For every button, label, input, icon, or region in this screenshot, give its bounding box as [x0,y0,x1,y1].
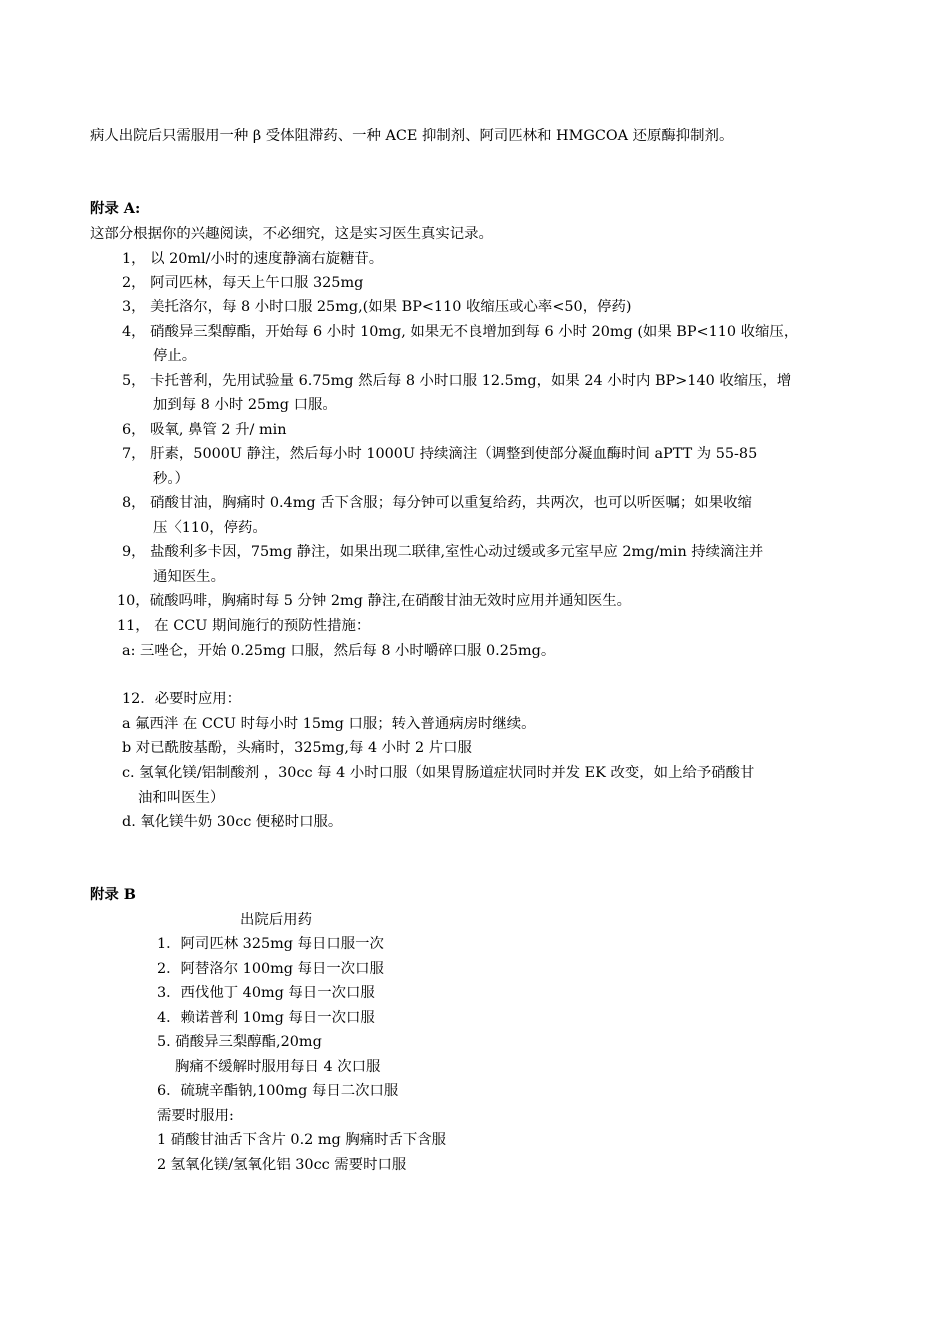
order-item-4-cont: 停止。 [153,348,197,364]
order-item-2: 2， 阿司匹林，每天上午口服 325mg [122,275,364,291]
discharge-item-1: 1．阿司匹林 325mg 每日口服一次 [157,936,384,952]
order-item-9: 9， 盐酸利多卡因，75mg 静注，如果出现二联律,室性心动过缓或多元室早应 2mg/min 持续滴注并 [122,544,764,560]
discharge-item-3: 3．西伐他丁 40mg 每日一次口服 [157,985,375,1001]
order-item-5: 5， 卡托普利，先用试验量 6.75mg 然后每 8 小时口服 12.5mg，如果 24 小时内 BP>140 收缩压，增 [122,373,792,389]
discharge-item-2: 2．阿替洛尔 100mg 每日一次口服 [157,961,384,977]
as-needed-item-1: 1 硝酸甘油舌下含片 0.2 mg 胸痛时舌下含服 [157,1132,447,1148]
order-item-12b: b 对已酰胺基酚，头痛时，325mg,每 4 小时 2 片口服 [122,740,472,756]
as-needed-item-2: 2 氢氧化镁/氢氧化铝 30cc 需要时口服 [157,1157,407,1173]
order-item-11a: a: 三唑仑，开始 0.25mg 口服，然后每 8 小时嚼碎口服 0.25mg。 [122,643,556,659]
order-item-5-cont: 加到每 8 小时 25mg 口服。 [153,397,337,413]
appendix-b-subtitle: 出院后用药 [240,912,312,928]
discharge-item-6: 6．硫琥辛酯钠,100mg 每日二次口服 [157,1083,399,1099]
order-item-12: 12．必要时应用： [122,691,242,707]
order-item-11: 11， 在 CCU 期间施行的预防性措施： [117,618,371,634]
appendix-a-note: 这部分根据你的兴趣阅读，不必细究，这是实习医生真实记录。 [90,226,493,242]
order-item-3: 3， 美托洛尔，每 8 小时口服 25mg,(如果 BP<110 收缩压或心率<50，停药) [122,299,632,315]
order-item-6: 6， 吸氧, 鼻管 2 升/ min [122,422,287,438]
order-item-4: 4， 硝酸异三梨醇酯，开始每 6 小时 10mg, 如果无不良增加到每 6 小时 20mg (如果 BP<110 收缩压， [122,324,799,340]
order-item-7-cont: 秒。） [153,471,189,487]
order-item-1: 1， 以 20ml/小时的速度静滴右旋糖苷。 [122,251,384,267]
discharge-item-5-cont: 胸痛不缓解时服用每日 4 次口服 [175,1059,381,1075]
appendix-b-heading: 附录 B [90,886,136,903]
discharge-item-5: 5. 硝酸异三梨醇酯,20mg [157,1034,322,1050]
order-item-8: 8， 硝酸甘油，胸痛时 0.4mg 舌下含服；每分钟可以重复给药，共两次，也可以听医嘱；如果收缩 [122,495,752,511]
order-item-10: 10，硫酸吗啡，胸痛时每 5 分钟 2mg 静注,在硝酸甘油无效时应用并通知医生。 [117,593,632,609]
discharge-item-4: 4．赖诺普利 10mg 每日一次口服 [157,1010,375,1026]
order-item-9-cont: 通知医生。 [153,569,225,585]
order-item-12c-cont: 油和叫医生） [138,790,225,806]
intro-paragraph: 病人出院后只需服用一种 β 受体阻滞药、一种 ACE 抑制剂、阿司匹林和 HMGCOA 还原酶抑制剂。 [90,128,734,144]
order-item-12c: c. 氢氧化镁/铝制酸剂 ，30cc 每 4 小时口服（如果胃肠道症状同时并发 EK 改变，如上给予硝酸甘 [122,765,755,781]
appendix-a-heading: 附录 A: [90,200,141,217]
order-item-12d: d. 氧化镁牛奶 30cc 便秘时口服。 [122,814,343,830]
order-item-12a: a 氟西泮 在 CCU 时每小时 15mg 口服；转入普通病房时继续。 [122,716,536,732]
as-needed-heading: 需要时服用: [157,1108,234,1124]
order-item-8-cont: 压〈110，停药。 [153,520,267,536]
order-item-7: 7， 肝素，5000U 静注，然后每小时 1000U 持续滴注（调整到使部分凝血酶时间 aPTT 为 55-85 [122,446,758,462]
